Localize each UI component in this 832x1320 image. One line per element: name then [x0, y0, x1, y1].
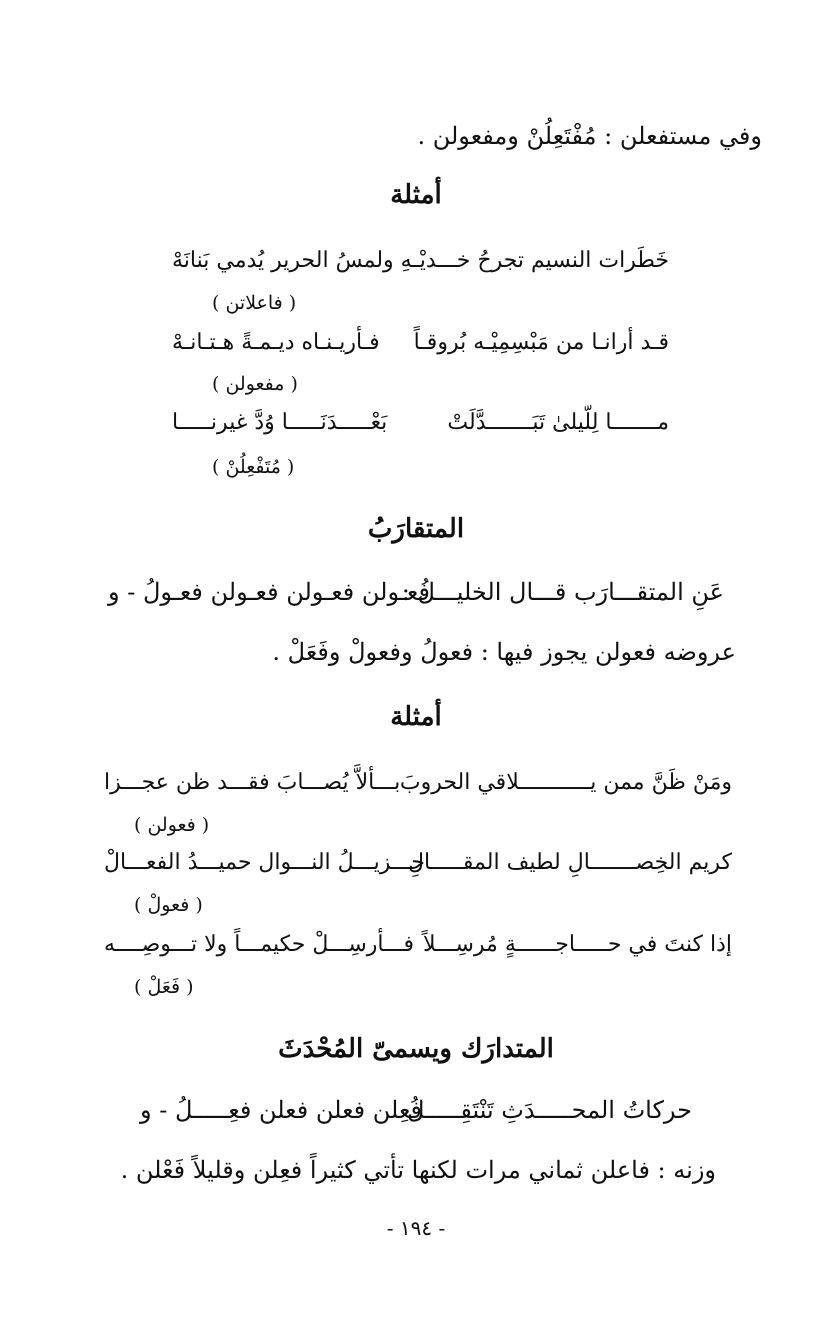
verse-left-half: فـأريـنـاه ديـمـةً هـتـانـهْ	[172, 330, 380, 355]
rule-right-half: حركاتُ المحـــــدَثِ تَنْتَقِـــــلُ	[407, 1096, 692, 1124]
verse-left-half: فـــأرسِـــلْ حكيمـــاً ولا تـــوصِــــه	[104, 932, 414, 957]
verse-right-half: مـــــــا لِلّيلىٰ تَبَـــــــدَّلَتْ	[447, 410, 669, 435]
meter-note: ( فاعلاتن )	[212, 292, 297, 314]
verse-left-half: ـهِ ولمسُ الحرير يُدمي بَنانَهْ	[172, 248, 419, 273]
meter-note: ( فَعَلْ )	[134, 976, 194, 998]
verse-right-half: ومَنْ ظَنَّ ممن يـــــــــــلاقي الحروبَ	[399, 770, 732, 795]
section-title-mutadarak: المتدارَك ويسمىّ المُحْدَثَ	[278, 1034, 554, 1064]
rule-line-2: عروضه فعولن يجوز فيها : فعولُ وفعولْ وفَعَلْ .	[272, 638, 736, 666]
rule-left-half: فعِلن فعلن فعلن فعِـــــلُ - و	[140, 1096, 423, 1124]
examples-heading-1: أمثلة	[390, 180, 442, 210]
verse-right-half: خَطَرات النسيم تجرحُ خـــديْـ	[413, 248, 669, 273]
rule-right-half: عَنِ المتقـــارَب قـــال الخليـــلُ :	[401, 578, 724, 606]
meter-note: ( فعولن )	[134, 814, 210, 836]
verse-right-half: كريم الخِصـــــــالِ لطيف المقـــــالِ	[408, 850, 732, 875]
examples-heading-2: أمثلة	[390, 702, 442, 732]
verse-right-half: إذا كنتَ في حـــــاجــــــةٍ مُرسِـــلاً	[423, 932, 732, 957]
section-title-mutaqarib: المتقارَبُ	[367, 514, 465, 544]
verse-left-half: بـــألاَّ يُصـــابَ فقـــد ظن عجـــزا	[104, 770, 401, 795]
meter-note: ( مفعولن )	[212, 373, 298, 395]
meter-note: ( مُتَفْعِلُنْ )	[212, 456, 295, 478]
rule-line-2: وزنه : فاعلن ثماني مرات لكنها تأتي كثيراً فعِلن وقليلاً فَعْلن .	[120, 1156, 716, 1184]
page-number: - ١٩٤ -	[386, 1216, 446, 1240]
verse-left-half: جـــزيـــلُ النـــوال حميـــدُ الفعـــالْ	[104, 850, 425, 875]
verse-right-half: قـد أرانـا من مَبْسِمِيْـه بُروقـاً	[413, 330, 669, 355]
rule-left-half: فعـولن فعـولن فعـولن فعـولُ - و	[108, 578, 430, 606]
meter-note: ( فعولْ )	[134, 894, 203, 916]
intro-line: وفي مستفعلن : مُفْتَعِلُنْ ومفعولن .	[417, 122, 762, 150]
verse-left-half: بَعْـــــدَنَـــــا وُدَّ غيرنـــــا	[172, 410, 388, 435]
